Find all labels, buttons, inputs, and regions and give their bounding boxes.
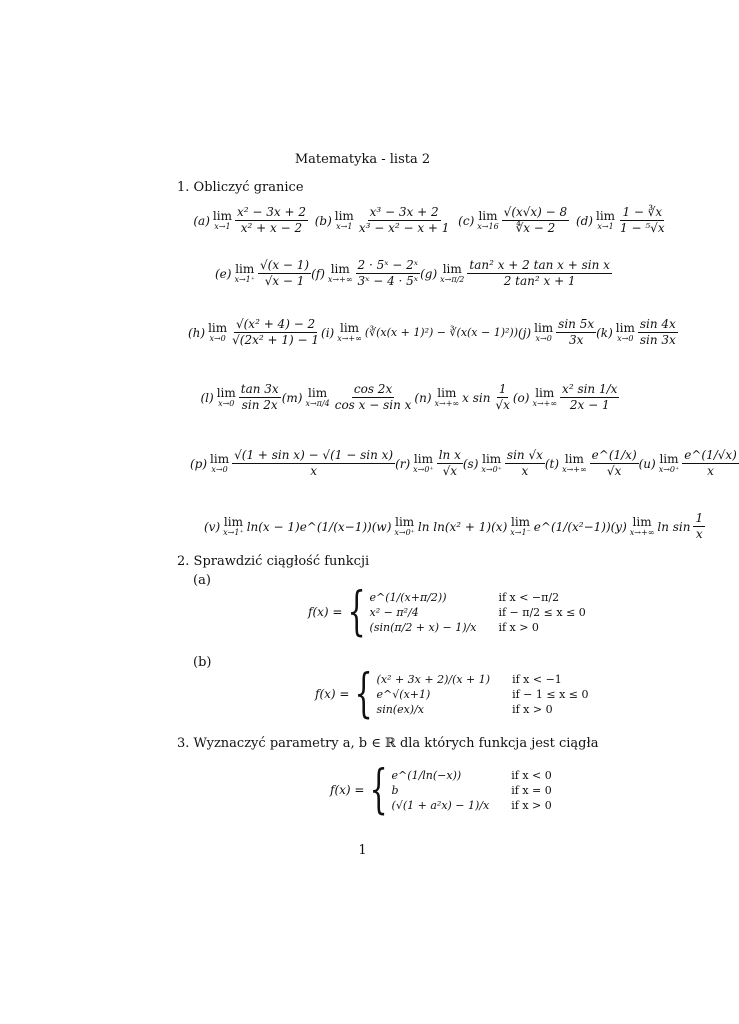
piecewise-function-a bbox=[308, 582, 586, 642]
limit-j: (j) lim x→0 $\frac{\sin 5x}{3x}$ bbox=[518, 317, 595, 348]
section-3-heading: 3. Wyznaczyć parametry a, b ∈ ℝ dla których funkcja jest ciągła bbox=[177, 736, 599, 751]
limits-row-3 bbox=[188, 318, 674, 347]
limits-row-6 bbox=[204, 511, 704, 542]
limit-e: (e) lim x→1⁺ $\frac{√(x - 1)}{√x - 1}$ bbox=[215, 258, 310, 289]
limit-u: (u) lim x→0⁺ $\frac{e\^{}(1/√x)}{x}$ bbox=[638, 448, 737, 479]
limits-row-2 bbox=[215, 258, 610, 289]
limit-v: (v) lim x→1⁺ ln(x − 1)e^(1/(x−1)) bbox=[204, 515, 372, 538]
limit-i: (i) lim x→+∞ (∛(x(x + 1)²) − ∛(x(x − 1)²)) bbox=[321, 321, 519, 344]
limit-d: (d) lim x→1 $\frac{1 - ∛x}{\text{1 − ⁵√x}}$ bbox=[575, 205, 665, 236]
limit-y: (y) lim x→+∞ ln sin $\frac{1}{x}$ bbox=[610, 511, 704, 542]
limit-t: (t) lim x→+∞ $\frac{e\^{}(1/x)}{√x}$ bbox=[544, 448, 637, 479]
piecewise-function-3 bbox=[330, 760, 552, 820]
limit-h: (h) lim x→0 $\frac{\text{√(x² + 4) − 2}}{\text{√(2x² + 1) − 1}}$ bbox=[188, 317, 320, 348]
limit-l: (l) lim x→0 $\frac{\tan 3x}{\sin 2x}$ bbox=[200, 382, 279, 413]
section-1-heading: 1. Obliczyć granice bbox=[177, 180, 304, 195]
limit-x: (x) lim x→1⁻ e^(1/(x²−1)) bbox=[491, 515, 611, 538]
limit-a: (a) lim x→1 $\frac{\text{x² − 3x + 2}}{\text{x² + x − 2}}$ bbox=[193, 205, 306, 236]
limit-k: (k) lim x→0 $\frac{\sin 4x}{\sin 3x}$ bbox=[596, 317, 676, 348]
left-brace: { bbox=[347, 582, 367, 642]
limit-c: (c) lim x→16 $\frac{√(x√x) - 8}{∜x - 2}$ bbox=[458, 205, 568, 236]
limits-row-4 bbox=[200, 383, 620, 412]
left-brace: { bbox=[354, 664, 374, 724]
part-a-label: (a) bbox=[193, 573, 211, 588]
function-name: f(x) = bbox=[315, 687, 350, 701]
piecewise-function-b bbox=[315, 664, 589, 724]
limit-g: (g) lim x→π/2 $\frac{\text{tan² x + 2 tan x + sin x}}{\text{2 tan² x + 1}}$ bbox=[420, 258, 610, 289]
section-2-heading: 2. Sprawdzić ciągłość funkcji bbox=[177, 554, 370, 569]
limits-row-5 bbox=[190, 448, 737, 479]
limit-r: (r) lim x→0⁺ $\frac{\text{ln x}}{√x}$ bbox=[395, 448, 461, 479]
limit-m: (m) lim x→π/4 $\frac{\cos 2x}{\text{cos x − sin x}}$ bbox=[281, 382, 412, 413]
limit-n: (n) lim x→+∞ x sin $\frac{1}{√x}$ bbox=[414, 382, 510, 413]
left-brace: { bbox=[369, 760, 389, 820]
page-title: Matematyka - lista 2 bbox=[294, 152, 431, 167]
function-name: f(x) = bbox=[308, 605, 343, 619]
limit-s: (s) lim x→0⁺ $\frac{\sin √x}{x}$ bbox=[462, 448, 543, 479]
limit-b: (b) lim x→1 $\frac{\text{x³ − 3x + 2}}{\text{x³ − x² − x + 1}}$ bbox=[314, 205, 450, 236]
cases-a: e^(1/(x+π/2)) if x < −π/2 x² − π²/4 if − π/2 ≤ x ≤ 0 (sin(π/2 + x) − 1)/x if x > 0 bbox=[369, 590, 586, 634]
cases-3: e^(1/ln(−x)) if x < 0 b if x = 0 (√(1 + a²x) − 1)/x if x > 0 bbox=[391, 768, 552, 812]
part-b-label: (b) bbox=[193, 655, 212, 670]
limit-f: (f) lim x→+∞ $\frac{\text{2 · 5ˣ − 2ˣ}}{\text{3ˣ − 4 · 5ˣ}}$ bbox=[311, 258, 419, 289]
limit-o: (o) lim x→+∞ $\frac{\text{x² sin 1/x}}{2x - 1}$ bbox=[512, 382, 618, 413]
cases-b: (x² + 3x + 2)/(x + 1) if x < −1 e^√(x+1) if − 1 ≤ x ≤ 0 sin(ex)/x if x > 0 bbox=[376, 672, 589, 716]
function-name: f(x) = bbox=[330, 783, 365, 797]
limit-p: (p) lim x→0 $\frac{\text{√(1 + sin x) − √(1 − sin x)}}{x}$ bbox=[190, 448, 394, 479]
page-number: 1 bbox=[358, 843, 367, 858]
limits-row-1 bbox=[190, 206, 670, 235]
limit-w: (w) lim x→0⁺ ln ln(x² + 1) bbox=[371, 515, 492, 538]
